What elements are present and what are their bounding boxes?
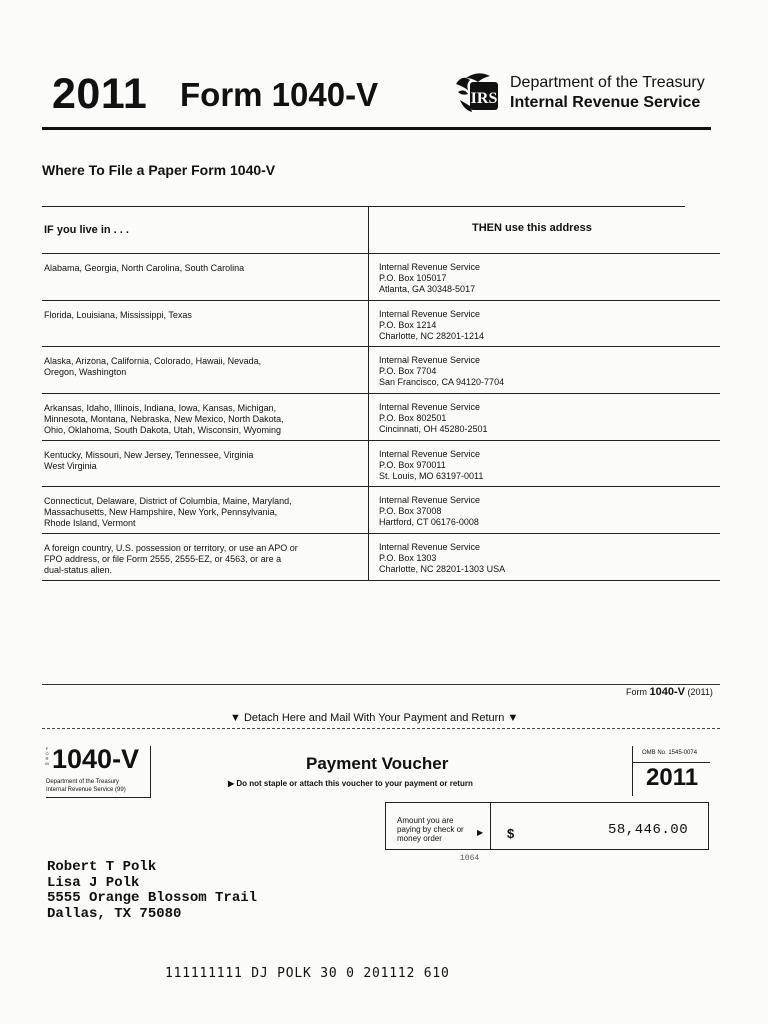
state-line: Connecticut, Delaware, District of Columbia, Maine, Maryland, [44, 496, 292, 506]
table-cell-address [379, 309, 619, 342]
address-line: San Francisco, CA 94120-7704 [379, 377, 505, 387]
address-line: Internal Revenue Service [379, 542, 481, 552]
header-rule [42, 127, 711, 130]
state-line: Florida, Louisiana, Mississippi, Texas [44, 310, 192, 320]
svg-text:IRS: IRS [470, 90, 498, 107]
state-line: dual-status alien. [44, 565, 113, 575]
table-cell-states [44, 263, 344, 274]
voucher-year: 2011 [646, 764, 699, 791]
voucher-bracket-horizontal [46, 797, 151, 798]
table-row-rule [42, 440, 720, 441]
state-line: Minnesota, Montana, Nebraska, New Mexico, North Dakota, [44, 414, 284, 424]
table-cell-address [379, 495, 619, 528]
address-line: Atlanta, GA 30348-5017 [379, 284, 476, 294]
table-row-rule [42, 300, 720, 301]
table-top-rule [42, 206, 685, 207]
address-line: P.O. Box 37008 [379, 506, 442, 516]
address-line: Cincinnati, OH 45280-2501 [379, 424, 488, 434]
amount-arrow-icon: ▶ [477, 828, 484, 837]
payer-city: Dallas, TX 75080 [47, 905, 182, 922]
table-cell-address [379, 262, 619, 295]
state-line: Alaska, Arizona, California, Colorado, Hawaii, Nevada, [44, 356, 262, 366]
address-line: St. Louis, MO 63197-0011 [379, 471, 484, 481]
where-to-file-title: Where To File a Paper Form 1040-V [42, 162, 276, 178]
table-row-rule [42, 346, 720, 347]
table-row-rule [42, 253, 720, 254]
omb-box-rule [632, 762, 710, 763]
address-line: Internal Revenue Service [379, 262, 481, 272]
table-row-rule [42, 533, 720, 534]
column-header-state: IF you live in . . . [44, 224, 129, 236]
dollar-sign: $ [507, 826, 515, 841]
payer-name-1: Robert T Polk [47, 859, 157, 875]
state-line: Kentucky, Missouri, New Jersey, Tennessee, Virginia [44, 450, 254, 460]
voucher-agency: Internal Revenue Service (99) [46, 787, 126, 793]
address-line: Internal Revenue Service [379, 402, 481, 412]
amount-label: Amount you are paying by check or money order [397, 816, 464, 843]
voucher-department: Department of the Treasury [46, 779, 120, 785]
address-line: Internal Revenue Service [379, 309, 481, 319]
payer-address-block [47, 860, 257, 922]
table-cell-states [44, 310, 344, 321]
address-line: Charlotte, NC 28201-1214 [379, 331, 485, 341]
voucher-form-number: 1040-V [52, 744, 140, 774]
state-line: Arkansas, Idaho, Illinois, Indiana, Iowa, Kansas, Michigan, [44, 403, 277, 413]
form-year: 2011 [52, 70, 148, 118]
agency-name: Internal Revenue Service [510, 94, 701, 111]
voucher-code: 1064 [460, 854, 480, 863]
address-line: Charlotte, NC 28201-1303 USA [379, 564, 506, 574]
address-line: P.O. Box 1214 [379, 320, 437, 330]
address-line: P.O. Box 970011 [379, 460, 446, 470]
column-header-address: THEN use this address [472, 222, 592, 234]
address-line: P.O. Box 105017 [379, 273, 447, 283]
form-footer-label: Form 1040-V (2011) [626, 686, 713, 698]
omb-number: OMB No. 1545-0074 [642, 750, 698, 756]
form-title: Form 1040-V [180, 76, 379, 113]
table-cell-states [44, 403, 344, 436]
state-line: Rhode Island, Vermont [44, 518, 136, 528]
form-vertical-label: F O R M [45, 746, 49, 766]
table-cell-states [44, 496, 344, 529]
state-line: Ohio, Oklahoma, South Dakota, Utah, Wisconsin, Wyoming [44, 425, 282, 435]
voucher-bracket-vertical [150, 746, 151, 798]
address-line: Hartford, CT 06176-0008 [379, 517, 479, 527]
table-row-rule [42, 486, 720, 487]
address-line: Internal Revenue Service [379, 355, 481, 365]
voucher-title: Payment Voucher [306, 754, 449, 773]
scan-line: 111111111 DJ POLK 30 0 201112 610 [165, 966, 450, 981]
address-line: Internal Revenue Service [379, 449, 481, 459]
state-line: FPO address, or file Form 2555, 2555-EZ, or 4563, or are a [44, 554, 282, 564]
address-line: P.O. Box 1303 [379, 553, 437, 563]
detach-dashed-line [42, 728, 720, 729]
state-line: West Virginia [44, 461, 97, 471]
state-line: A foreign country, U.S. possession or territory, or use an APO or [44, 543, 298, 553]
department-name: Department of the Treasury [510, 74, 705, 91]
table-cell-states [44, 450, 344, 472]
table-cell-address [379, 402, 619, 435]
section-rule [42, 684, 720, 685]
address-line: P.O. Box 802501 [379, 413, 447, 423]
state-line: Alabama, Georgia, North Carolina, South Carolina [44, 263, 245, 273]
state-line: Oregon, Washington [44, 367, 127, 377]
address-line: Internal Revenue Service [379, 495, 481, 505]
table-cell-address [379, 355, 619, 388]
table-row-rule [42, 393, 720, 394]
table-cell-states [44, 543, 344, 576]
voucher-staple-note: ▶ Do not staple or attach this voucher to your payment or return [228, 779, 473, 788]
table-cell-address [379, 449, 619, 482]
address-line: P.O. Box 7704 [379, 366, 437, 376]
table-bottom-rule [42, 580, 720, 581]
payer-street: 5555 Orange Blossom Trail [47, 890, 258, 906]
amount-box-divider [490, 802, 491, 850]
payment-amount: 58,446.00 [608, 822, 689, 838]
payer-name-2: Lisa J Polk [47, 874, 140, 891]
irs-eagle-logo-icon [452, 70, 504, 116]
state-line: Massachusetts, New Hampshire, New York, Pennsylvania, [44, 507, 278, 517]
table-cell-address [379, 542, 619, 575]
table-cell-states [44, 356, 344, 378]
detach-instruction: ▼ Detach Here and Mail With Your Payment and Return ▼ [230, 712, 519, 724]
omb-box-divider [632, 746, 633, 796]
